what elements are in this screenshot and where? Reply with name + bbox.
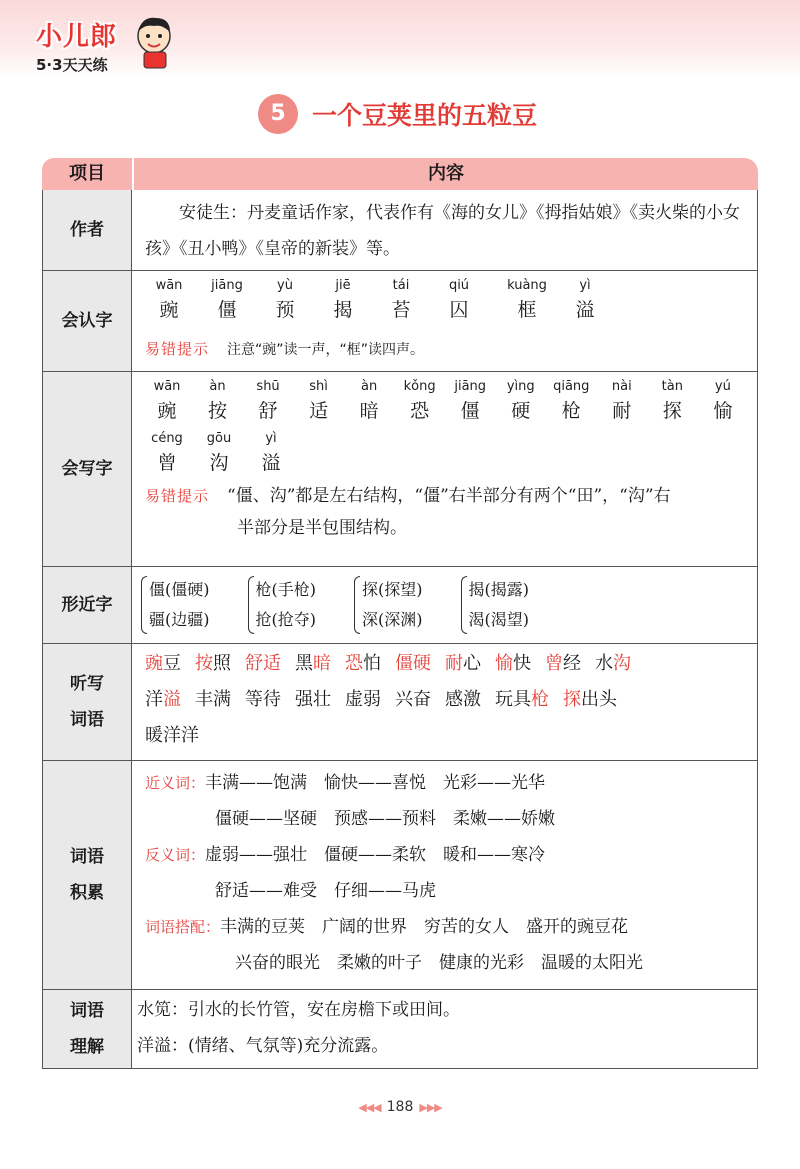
hanzi: 揭 [333,299,353,321]
pair-lines [469,575,530,635]
label-dictation-text-1: 听写 [70,674,104,694]
row-vocab [42,761,758,990]
word-1 [195,689,231,710]
header-item: 项目 [42,158,132,190]
new-char: 沟 [613,653,631,674]
synonym-line-1 [145,765,745,801]
pinyin: yì [265,431,277,446]
pinyin: àn [361,379,378,394]
known-char: 豆 [163,653,181,674]
known-char: 经 [563,653,581,674]
similar-pair-2 [354,575,423,635]
lesson-number-badge: 5 [258,94,298,134]
label-similar-chars [43,567,132,643]
new-char: 溢 [163,689,181,710]
antonym-label: 反义词： [145,846,206,864]
similar-pair-3 [461,575,530,635]
known-char: 快 [513,653,531,674]
char-10 [650,378,694,426]
char-2 [246,378,290,426]
new-char: 耐 [445,653,463,674]
understand-line-2: 洋溢：(情绪、气氛等)充分流露。 [137,1036,389,1056]
label-dictation-text-2: 词语 [70,710,104,730]
known-char: 丰满 [195,689,231,710]
char-4 [377,277,425,325]
known-char: 心 [463,653,481,674]
word-7 [495,689,549,710]
known-char: 黑 [295,653,313,674]
word-5 [345,653,381,674]
char-4 [347,378,391,426]
word-5 [395,689,431,710]
new-char: 按 [195,653,213,674]
page-number: 188 [386,1099,414,1115]
synonym-line-2: 僵硬——坚硬 预感——预料 柔嫩——娇嫩 [215,809,555,829]
word-4 [313,653,331,674]
char-8 [549,378,593,426]
known-char: 虚弱 [345,689,381,710]
known-char: 玩具 [495,689,531,710]
collocation-text-1: 丰满的豆荚 广阔的世界 穷苦的女人 盛开的豌豆花 [220,917,629,937]
pinyin: shì [309,379,328,394]
vocab-content [133,761,757,987]
pinyin: wān [155,278,183,293]
char-7 [561,277,609,325]
word-8 [495,653,531,674]
collocation-line-1 [145,909,745,945]
pair-top: 枪(手枪) [255,580,316,599]
word-6 [445,689,481,710]
pair-top: 僵(僵硬) [149,580,210,599]
pinyin: gōu [206,431,232,446]
word-4 [345,689,381,710]
known-char: 怕 [363,653,381,674]
hanzi: 探 [662,400,682,422]
pair-lines [256,575,317,635]
word-1 [195,653,231,674]
pinyin: nài [611,379,632,394]
label-dictation [43,644,132,760]
word-9 [581,689,617,710]
tip-text: 注意“豌”读一声，“框”读四声。 [227,342,425,358]
char-5 [398,378,442,426]
row-understand [42,990,758,1069]
hanzi: 愉 [713,400,733,422]
label-author [43,190,132,270]
hanzi: 预 [275,299,295,321]
row-author [42,190,758,271]
table-header [42,158,758,190]
row-dictation [42,644,758,761]
hanzi: 恐 [410,400,430,422]
mascot-icon [130,14,178,70]
row-read-chars [42,271,758,372]
hanzi: 沟 [209,452,229,474]
pinyin: yì [579,278,591,293]
pinyin: tàn [661,379,683,394]
new-char: 探 [563,689,581,710]
label-author-text: 作者 [70,220,104,240]
pair-bottom: 渴(渴望) [468,610,529,629]
hanzi: 舒 [258,400,278,422]
brace-icon [354,576,360,634]
char-9 [600,378,644,426]
word-9 [545,653,581,674]
write-chars-tip [145,480,745,512]
write-chars-grid-1 [145,378,745,426]
understand-line-1: 水笕：引水的长竹管，安在房檐下或田间。 [137,1000,460,1020]
write-chars-grid-2 [145,430,745,478]
label-understand-text-2: 理解 [70,1037,104,1057]
word-0 [145,653,181,674]
pinyin: qiú [448,278,470,293]
label-read-chars [43,271,132,371]
label-vocab-text-1: 词语 [70,847,104,867]
pinyin: céng [151,431,183,446]
brace-icon [461,576,467,634]
char-2 [249,430,293,478]
new-char: 豌 [145,653,163,674]
label-read-chars-text: 会认字 [61,311,113,331]
char-3 [319,277,367,325]
antonym-text-1: 虚弱——强壮 僵硬——柔软 暖和——寒冷 [205,845,546,865]
char-6 [503,277,551,325]
label-write-chars-text: 会写字 [61,459,113,479]
row-write-chars [42,372,758,567]
similar-chars-content [133,567,757,641]
known-char: 水 [595,653,613,674]
new-char: 暗 [313,653,331,674]
pinyin: yìng [506,379,535,394]
known-char: 等待 [245,689,281,710]
pinyin: kǒng [403,379,436,394]
pair-bottom: 疆(边疆) [149,610,210,629]
pinyin: tái [392,278,410,293]
hanzi: 曾 [157,452,177,474]
new-char: 曾 [545,653,563,674]
char-1 [196,378,240,426]
tip-label: 易错提示 [145,340,210,358]
tip-text-2: 半部分是半包围结构。 [237,518,407,538]
understand-content [133,990,757,1070]
dictation-content [133,644,757,760]
hanzi: 耐 [612,400,632,422]
page-footer [0,1099,800,1115]
char-1 [203,277,251,325]
read-chars-tip [145,331,745,368]
lesson-title: 一个豆荚里的五粒豆 [312,101,538,130]
word-10 [595,653,613,674]
dictation-line-3: 暖洋洋 [145,725,199,746]
pair-bottom: 深(深渊) [362,610,423,629]
pinyin: yú [714,379,731,394]
synonym-label: 近义词： [145,774,206,792]
pinyin: yù [277,278,293,293]
char-0 [145,430,189,478]
similar-pair-0 [141,575,210,635]
char-7 [499,378,543,426]
pair-lines [149,575,210,635]
label-similar-chars-text: 形近字 [61,595,113,615]
word-2 [245,653,281,674]
char-0 [145,378,189,426]
next-arrows-icon: ▶▶▶ [419,1101,442,1114]
known-char: 强壮 [295,689,331,710]
logo-main-text: 小儿郎 [36,22,118,52]
hanzi: 豌 [159,299,179,321]
write-chars-content [133,372,757,550]
label-vocab-text-2: 积累 [70,883,104,903]
hanzi: 溢 [261,452,281,474]
author-text: 安徒生：丹麦童话作家，代表作有《海的女儿》《拇指姑娘》《卖火柴的小女孩》《丑小鸭》《皇帝的新装》等。 [145,203,740,259]
synonym-text-1: 丰满——饱满 愉快——喜悦 光彩——光华 [205,773,546,793]
pinyin: jiāng [211,278,243,293]
collocation-label: 词语搭配： [145,918,221,936]
tip-text-1: “僵、沟”都是左右结构，“僵”右半部分有两个“田”，“沟”右 [227,486,671,506]
word-8 [563,689,581,710]
new-char: 僵硬 [395,653,431,674]
pinyin: jiāng [454,379,487,394]
pinyin: àn [209,379,226,394]
antonym-line-1 [145,837,745,873]
word-0 [145,689,181,710]
brace-icon [141,576,147,634]
hanzi: 僵 [217,299,237,321]
pinyin: kuàng [507,278,547,293]
word-11 [613,653,631,674]
hanzi: 囚 [449,299,469,321]
known-char: 感激 [445,689,481,710]
char-1 [197,430,241,478]
logo-sub-text: 5·3天天练 [36,56,108,74]
collocation-line-2: 兴奋的眼光 柔嫩的叶子 健康的光彩 温暖的太阳光 [235,953,643,973]
pinyin: wān [153,379,181,394]
label-understand [43,990,132,1068]
antonym-line-2: 舒适——难受 仔细——马虎 [215,881,436,901]
hanzi: 溢 [575,299,595,321]
char-0 [145,277,193,325]
word-6 [395,653,431,674]
pinyin: qiāng [553,379,590,394]
char-5 [435,277,483,325]
word-7 [445,653,481,674]
pinyin: shū [256,379,280,394]
similar-pair-1 [248,575,317,635]
read-chars-content [133,271,757,374]
pinyin: jiē [335,278,351,293]
header-content: 内容 [134,158,758,190]
new-char: 愉 [495,653,513,674]
prev-arrows-icon: ◀◀◀ [358,1101,381,1114]
lesson-summary-table [42,158,758,1069]
tip-label: 易错提示 [145,487,210,505]
new-char: 舒适 [245,653,281,674]
label-write-chars [43,372,132,566]
new-char: 枪 [531,689,549,710]
hanzi: 硬 [511,400,531,422]
new-char: 恐 [345,653,363,674]
hanzi: 适 [309,400,329,422]
hanzi: 暗 [359,400,379,422]
pair-lines [362,575,423,635]
read-chars-grid [145,277,745,325]
hanzi: 僵 [460,400,480,422]
label-understand-text-1: 词语 [70,1001,104,1021]
word-3 [295,653,313,674]
hanzi: 豌 [157,400,177,422]
pair-top: 探(探望) [362,580,423,599]
hanzi: 框 [517,299,537,321]
pair-top: 揭(揭露) [468,580,529,599]
hanzi: 枪 [561,400,581,422]
publisher-logo [10,10,180,80]
known-char: 出头 [581,689,617,710]
hanzi: 苔 [391,299,411,321]
brace-icon [248,576,254,634]
word-2 [245,689,281,710]
char-3 [297,378,341,426]
hanzi: 按 [208,400,228,422]
dictation-line-2 [145,682,745,718]
row-similar-chars [42,567,758,644]
label-vocab [43,761,132,989]
char-6 [448,378,492,426]
dictation-line-1 [145,646,745,682]
char-11 [701,378,745,426]
known-char: 照 [213,653,231,674]
pair-bottom: 抢(抢夺) [255,610,316,629]
word-3 [295,689,331,710]
known-char: 洋 [145,689,163,710]
char-2 [261,277,309,325]
known-char: 兴奋 [395,689,431,710]
